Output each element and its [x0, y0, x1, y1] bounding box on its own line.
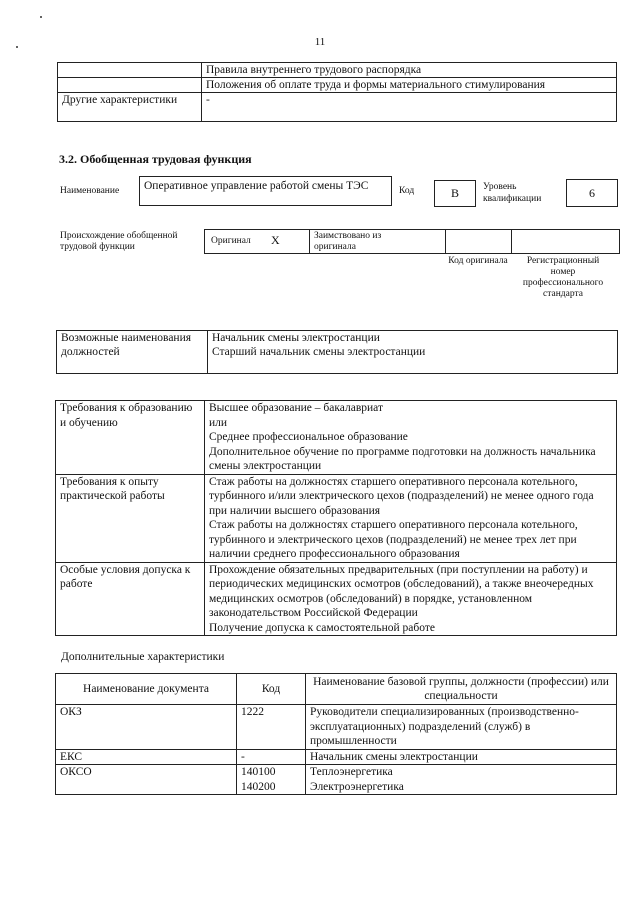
name-value: Оперативное управление работой смены ТЭС [139, 176, 392, 206]
name-line: Теплоэнергетика [310, 766, 393, 778]
row-label [58, 78, 202, 93]
requirement-values [205, 401, 617, 475]
code-cell: 1222 [237, 705, 306, 750]
requirement-line: или [209, 416, 228, 429]
table-row [56, 765, 617, 795]
reg-number-label: Регистрационный номер профессионального стандарта [522, 256, 604, 299]
positions-label: Возможные наименования должностей [57, 331, 208, 374]
doc-cell: ОКЗ [56, 705, 237, 750]
row-label: Другие характеристики [58, 93, 202, 122]
positions-values [208, 331, 618, 374]
origin-box [204, 229, 620, 254]
row-value: Правила внутреннего трудового распорядка [202, 63, 617, 78]
position-item: Начальник смены электростанции [212, 332, 380, 344]
table-row [58, 63, 617, 78]
table-row [56, 401, 617, 475]
table-row [56, 562, 617, 636]
requirement-line: Дополнительное обучение по программе подготовки на должность начальника смены электростанции [209, 445, 596, 472]
table-row [56, 749, 617, 765]
code-value: В [434, 180, 476, 207]
header-doc: Наименование документа [56, 674, 237, 705]
code-original-label: Код оригинала [448, 256, 508, 266]
table-row [56, 474, 617, 562]
original-mark: X [271, 233, 280, 247]
requirement-line: Получение допуска к самостоятельной работе [209, 621, 435, 634]
requirement-line: Среднее профессиональное образование [209, 431, 408, 443]
requirement-line: Стаж работы на должностях старшего оперативного персонала котельного, турбинного и/или электрического цехов (подразделений) не менее одного года при наличии высшего образования [209, 475, 594, 517]
requirement-label: Требования к образованию и обучению [56, 401, 205, 475]
page-number: 11 [314, 36, 326, 48]
original-label: Оригинал [211, 236, 251, 246]
additional-title: Дополнительные характеристики [61, 651, 225, 663]
code-label: Код [399, 186, 415, 196]
section-title: 3.2. Обобщенная трудовая функция [59, 152, 252, 166]
level-value: 6 [566, 179, 618, 207]
name-cell [306, 765, 617, 795]
requirement-label: Требования к опыту практической работы [56, 474, 205, 562]
header-name: Наименование базовой группы, должности (профессии) или специальности [306, 674, 617, 705]
table-row [58, 78, 617, 93]
header-code: Код [237, 674, 306, 705]
requirement-line: Прохождение обязательных предварительных (при поступлении на работу) и периодических медицинских осмотров (обследований), а также внеочередных медицинских осмотров (обследований) в порядке, установленном законодательством Российской Федерации [209, 563, 594, 619]
origin-label: Происхождение обобщенной трудовой функции [60, 231, 178, 252]
table-row [58, 93, 617, 122]
requirement-values [205, 474, 617, 562]
divider [445, 230, 446, 253]
positions-table [56, 330, 618, 374]
requirement-line: Стаж работы на должностях старшего оперативного персонала котельного, турбинного и электрического цехов (подразделений) не менее трех лет при наличии среднего профессионального образования [209, 519, 578, 560]
requirement-label: Особые условия допуска к работе [56, 562, 205, 636]
position-item: Старший начальник смены электростанции [212, 346, 426, 358]
name-cell: Начальник смены электростанции [306, 749, 617, 765]
code-line: 140100 [241, 766, 276, 778]
row-value: Положения об оплате труда и формы материального стимулирования [202, 78, 617, 93]
name-cell: Руководители специализированных (производственно-эксплуатационных) подразделений (служб) в промышленности [306, 705, 617, 750]
level-label: Уровень квалификации [483, 182, 542, 204]
scan-speck [40, 16, 42, 18]
requirement-values [205, 562, 617, 636]
doc-cell: ОКСО [56, 765, 237, 795]
table-row [56, 705, 617, 750]
requirements-table [55, 400, 617, 636]
table-row [57, 331, 618, 374]
name-label: Наименование [60, 186, 120, 196]
conditions-table [57, 62, 617, 122]
code-cell: - [237, 749, 306, 765]
row-value: - [202, 93, 617, 122]
row-label [58, 63, 202, 78]
divider [511, 230, 512, 253]
borrowed-label: Заимствовано из оригинала [314, 231, 382, 252]
name-line: Электроэнергетика [310, 780, 404, 793]
divider [309, 230, 310, 253]
additional-table [55, 673, 617, 795]
code-cell [237, 765, 306, 795]
code-line: 140200 [241, 780, 276, 793]
table-header-row [56, 674, 617, 705]
doc-cell: ЕКС [56, 749, 237, 765]
requirement-line: Высшее образование – бакалавриат [209, 402, 383, 414]
